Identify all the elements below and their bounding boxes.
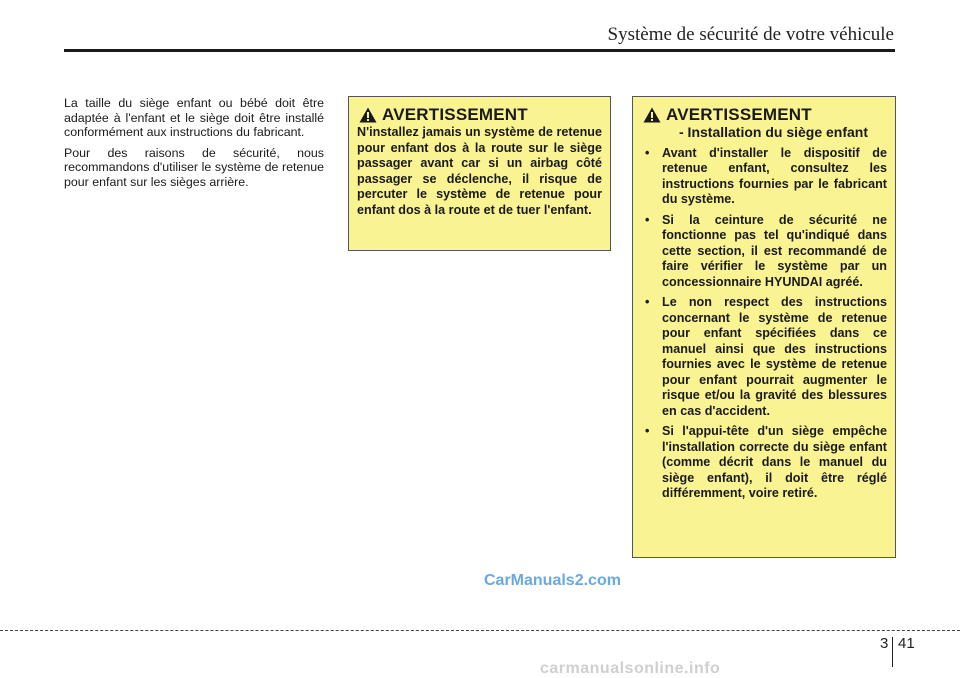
list-item: • Si l'appui-tête d'un siège empêche l'installation correcte du siège enfant (comme décrit dans le manuel du siège enfant), il doit être réglé différemment, voire retiré. xyxy=(645,424,887,500)
warning-box-airbag xyxy=(348,96,611,251)
warning-bullet-list xyxy=(641,146,887,502)
footer-rule xyxy=(0,630,960,631)
page-number: 41 xyxy=(898,635,915,652)
warning-box-child-seat xyxy=(632,96,896,558)
list-item: • Avant d'installer le dispositif de retenue enfant, consultez les instructions fournies par le fabricant du système. xyxy=(645,145,887,206)
warning-title: AVERTISSEMENT xyxy=(382,105,528,125)
list-item: • Si la ceinture de sécurité ne fonctionne pas tel qu'indiqué dans cette section, il est recommandé de faire vérifier le système par un concessionnaire HYUNDAI agréé. xyxy=(645,212,887,289)
warning-title: AVERTISSEMENT xyxy=(666,105,812,125)
list-item: • Le non respect des instructions concernant le système de retenue pour enfant spécifiées dans ce manuel ainsi que des instructions fournies avec le système de retenue pour enfant pourrait augmenter le risque et/ou la gravité des blessures en cas d'accident. xyxy=(645,295,887,418)
intro-column xyxy=(64,96,324,195)
page-header-title: Système de sécurité de votre véhicule xyxy=(607,24,894,45)
header-rule xyxy=(64,49,895,52)
warning-triangle-icon xyxy=(359,107,377,123)
page-number-separator xyxy=(892,637,893,667)
warning-triangle-icon xyxy=(643,107,661,123)
footer-site-mark: carmanualsonline.info xyxy=(540,660,721,677)
warning-subtitle: - Installation du siège enfant xyxy=(679,124,869,140)
chapter-number: 3 xyxy=(880,635,889,652)
warning-body: N'installez jamais un système de retenue pour enfant dos à la route sur le siège passager avant car si un airbag côté passager se déclenche, il risque de percuter le système de retenue pour enfant dos à la route et de tuer l'enfant. xyxy=(357,125,602,217)
intro-paragraph-2: Pour des raisons de sécurité, nous recommandons d'utiliser le système de retenue pour enfant sur les sièges arrière. xyxy=(64,145,324,189)
watermark-link[interactable]: CarManuals2.com xyxy=(484,572,621,589)
intro-paragraph-1: La taille du siège enfant ou bébé doit être adaptée à l'enfant et le siège doit être installé conformément aux instructions du fabricant. xyxy=(64,96,324,139)
